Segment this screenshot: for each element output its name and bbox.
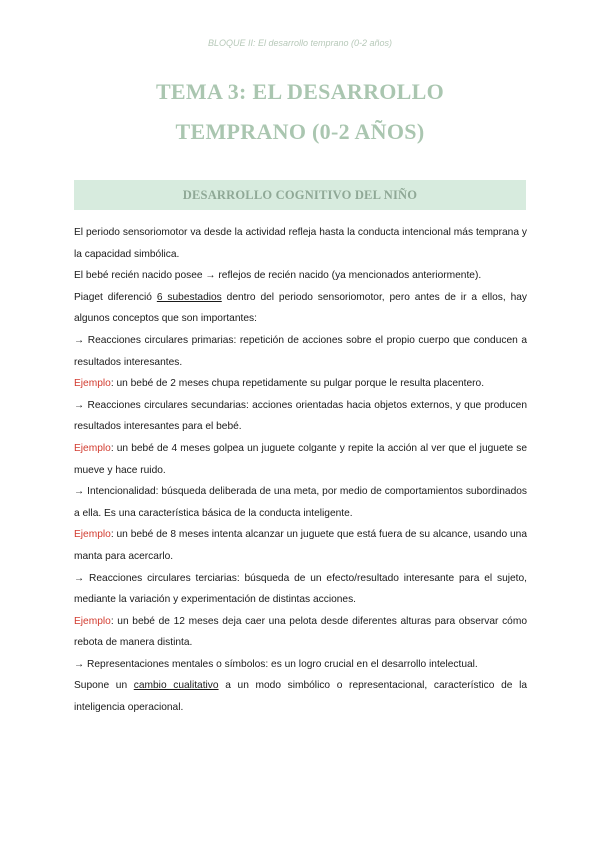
text-run: dentro del periodo sensoriomotor, pero antes de ir a ellos, hay algunos conceptos que son importantes: [74, 291, 527, 325]
example-label: Ejemplo [74, 442, 111, 454]
paragraph-primarias: → Reacciones circulares primarias: repetición de acciones sobre el propio cuerpo que conducen a resultados interesantes. [74, 334, 527, 368]
example-text: : un bebé de 8 meses intenta alcanzar un juguete que está fuera de su alcance, usando una manta para acercarlo. [74, 529, 527, 562]
paragraph-ejemplo-1 [74, 373, 527, 395]
paragraph-representaciones: → Representaciones mentales o símbolos: es un logro crucial en el desarrollo intelectual. [74, 658, 478, 670]
example-text: : un bebé de 12 meses deja caer una pelota desde diferentes alturas para observar cómo rebota de manera distinta. [74, 615, 527, 649]
underlined-term: 6 subestadios [156, 291, 222, 303]
paragraph-secundarias: → Reacciones circulares secundarias: acciones orientadas hacia objetos externos, y que producen resultados interesantes para el bebé. [74, 399, 527, 433]
paragraph-ejemplo-3 [74, 524, 527, 567]
text-run: Piaget diferenció [74, 291, 157, 303]
paragraph-reflejos: El bebé recién nacido posee → reflejos de recién nacido (ya mencionados anteriormente). [74, 270, 482, 282]
chapter-title-line-2: TEMPRANO (0-2 AÑOS) [175, 119, 425, 144]
paragraph-intencionalidad: → Intencionalidad: búsqueda deliberada de una meta, por medio de comportamientos subordinados a ella. Es una característica básica de la conducta inteligente. [74, 486, 527, 519]
body-text [74, 222, 527, 719]
paragraph-ejemplo-2 [74, 438, 527, 481]
paragraph-cambio-cualitativo [74, 675, 527, 718]
example-label: Ejemplo [74, 529, 111, 541]
underlined-term: cambio cualitativo [133, 680, 219, 692]
paragraph-subestadios [74, 287, 527, 330]
example-text: : un bebé de 4 meses golpea un juguete colgante y repite la acción al ver que el juguete se mueve y hace ruido. [74, 442, 527, 476]
paragraph-terciarias: → Reacciones circulares terciarias: búsqueda de un efecto/resultado interesante para el sujeto, mediante la variación y experimentación de distintas acciones. [74, 572, 527, 606]
section-heading: DESARROLLO COGNITIVO DEL NIÑO [182, 187, 418, 202]
chapter-title-line-1: TEMA 3: EL DESARROLLO [155, 79, 445, 104]
section-heading-band [74, 180, 526, 210]
paragraph-sensoriomotor: El periodo sensoriomotor va desde la actividad refleja hasta la conducta intencional más temprana y la capacidad simbólica. [74, 227, 527, 260]
running-header: BLOQUE II: El desarrollo temprano (0-2 años) [207, 38, 393, 48]
paragraph-ejemplo-4 [74, 611, 527, 654]
text-run: a un modo simbólico o representacional, característico de la inteligencia operacional. [74, 680, 527, 714]
example-label: Ejemplo [74, 615, 111, 627]
text-run: Supone un [74, 680, 134, 692]
example-label: Ejemplo [74, 378, 111, 390]
example-text: : un bebé de 2 meses chupa repetidamente su pulgar porque le resulta placentero. [110, 378, 485, 390]
